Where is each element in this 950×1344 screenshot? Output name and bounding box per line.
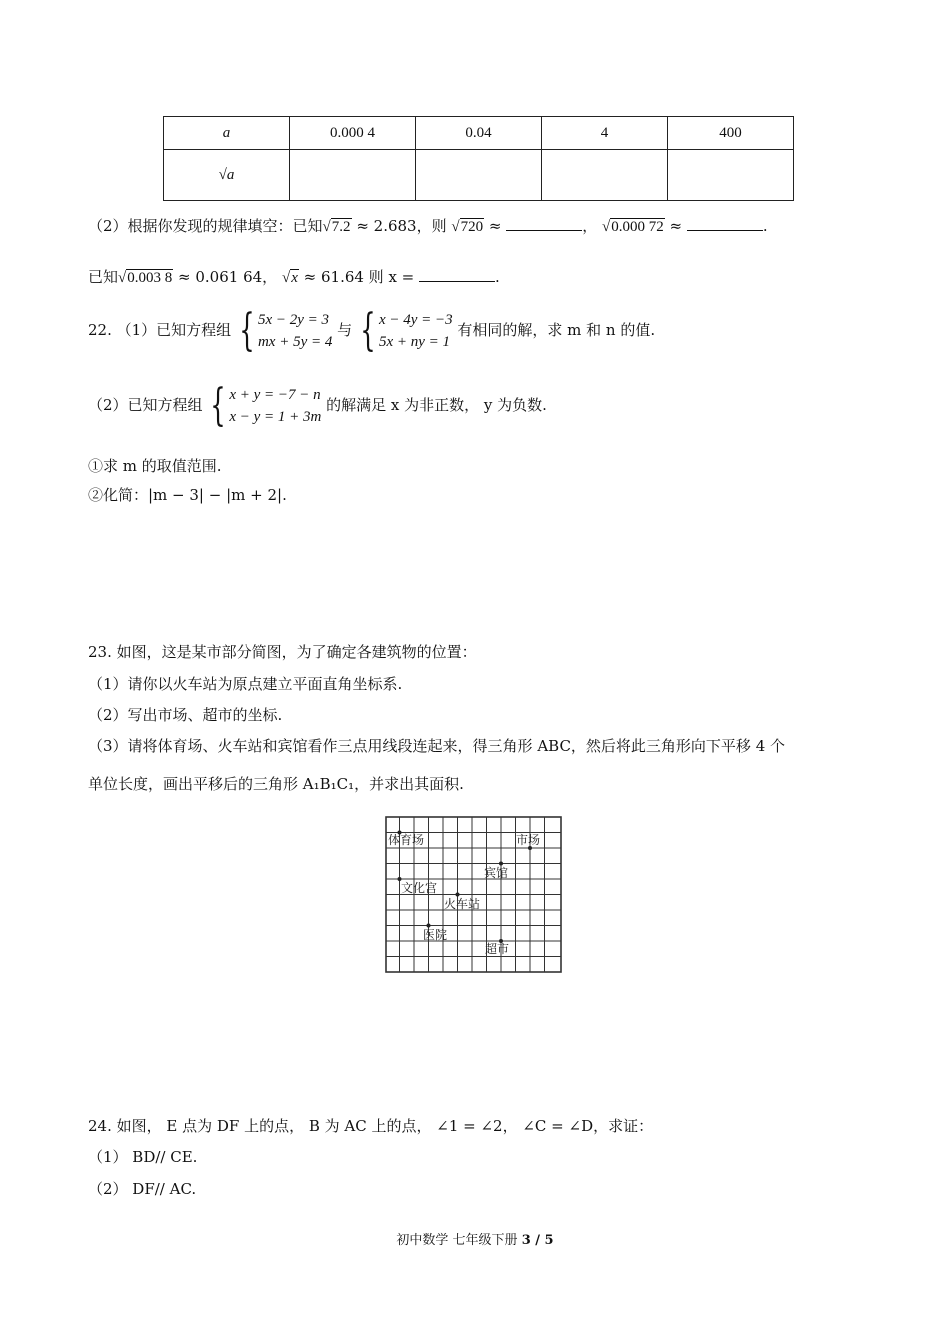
equation-system: { x − 4y = −3 5x + ny = 1 (360, 305, 453, 356)
q23-part2: （2）写出市场、超市的坐标. (88, 706, 283, 724)
q24-title: 24. 如图， E 点为 DF 上的点， B 为 AC 上的点， ∠1 = ∠2， ∠C = ∠D，求证： (88, 1117, 654, 1135)
map-label-supermarket: 超市 (485, 942, 510, 956)
map-label-market: 市场 (516, 833, 541, 847)
city-map-grid (385, 816, 562, 973)
table-cell: 0.04 (416, 117, 542, 150)
q23-title: 23. 如图，这是某市部分简图，为了确定各建筑物的位置： (88, 643, 477, 661)
equation-system: { x + y = −7 − n x − y = 1 + 3m (210, 380, 322, 431)
q22-sub2: ②化简：|m − 3| − |m + 2|. (88, 486, 287, 504)
page-number: 3 / 5 (521, 1233, 554, 1248)
q23-part1: （1）请你以火车站为原点建立平面直角坐标系. (88, 675, 403, 693)
q23-part3: （3）请将体育场、火车站和宾馆看作三点用线段连起来，得三角形 ABC，然后将此三角形向下平移 4 个 (88, 737, 786, 755)
q21-line2: 已知√0.003 8 ≈ 0.061 64， √x ≈ 61.64 则 x = . (88, 268, 500, 286)
table-cell-empty (668, 150, 794, 201)
radical: √7.2 (322, 219, 351, 235)
table-cell: a (164, 117, 290, 150)
hotel-point (499, 862, 503, 866)
map-label-hospital: 医院 (423, 928, 448, 942)
map-label-hotel: 宾馆 (484, 866, 509, 880)
radical: √x (281, 270, 298, 286)
map-label-station: 火车站 (444, 897, 481, 911)
table-cell-sqrt-a: √a (164, 150, 290, 201)
map-label-culture: 文化宫 (401, 881, 438, 895)
answer-blank[interactable] (506, 216, 582, 231)
table-cell-empty (290, 150, 416, 201)
table-cell: 0.000 4 (290, 117, 416, 150)
q22-sub1: ①求 m 的取值范围. (88, 457, 222, 475)
answer-blank[interactable] (687, 216, 763, 231)
equation-system: { 5x − 2y = 3 mx + 5y = 4 (239, 305, 333, 356)
footer-text: 初中数学 七年级下册 (396, 1233, 518, 1248)
q22-part1: 22. （1）已知方程组 { 5x − 2y = 3 mx + 5y = 4 与 { x − 4y = −3 5x + ny = 1 有相同的解，求 m 和 n 的值. (88, 305, 656, 356)
radical: √720 (451, 219, 484, 235)
map-label-stadium: 体育场 (388, 833, 425, 847)
page-footer (0, 1229, 950, 1248)
table-cell-empty (416, 150, 542, 201)
q22-part2: （2）已知方程组 { x + y = −7 − n x − y = 1 + 3m 的解满足 x 为非正数， y 为负数. (88, 380, 547, 431)
radical: √0.003 8 (118, 270, 173, 286)
station-point (456, 893, 460, 897)
q24-part1: （1） BD// CE. (88, 1148, 198, 1166)
q21-line1: （2）根据你发现的规律填空：已知√7.2 ≈ 2.683，则 √720 ≈ ， √0.000 72 ≈ . (88, 217, 768, 235)
table-cell-empty (542, 150, 668, 201)
value-table (163, 116, 794, 201)
q24-part2: （2） DF// AC. (88, 1180, 197, 1198)
answer-blank[interactable] (419, 267, 495, 282)
radical: √0.000 72 (602, 219, 664, 235)
table-cell: 400 (668, 117, 794, 150)
hospital-point (427, 924, 431, 928)
table-cell: 4 (542, 117, 668, 150)
q23-part3b: 单位长度，画出平移后的三角形 A₁B₁C₁，并求出其面积. (88, 775, 464, 793)
